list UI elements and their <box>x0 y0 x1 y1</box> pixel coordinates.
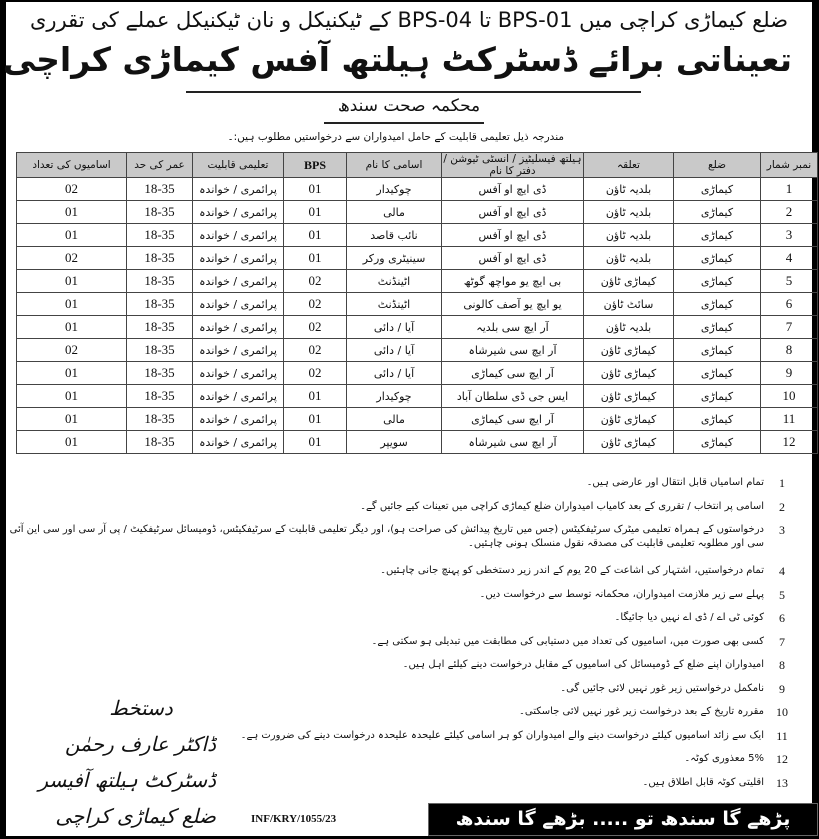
row-post: آیا / دائی <box>347 362 442 385</box>
row-count: 01 <box>17 362 127 385</box>
row-age: 18-35 <box>127 316 193 339</box>
row-bps: 02 <box>284 270 347 293</box>
row-qualification: پرائمری / خواندہ <box>193 247 284 270</box>
table-row <box>17 431 818 454</box>
col-age: عمر کی حد <box>127 153 193 178</box>
headline-recruitment: ضلع کیماڑی کراچی میں BPS-01 تا BPS-04 کے ٹیکنیکل و نان ٹیکنیکل عملے کی تقرری <box>29 8 789 32</box>
term-number: 13 <box>776 775 788 790</box>
signatory-designation: ڈسٹرکٹ ہیلتھ آفیسر <box>38 768 216 792</box>
row-facility: ڈی ایچ او آفس <box>442 178 584 201</box>
row-bps: 01 <box>284 224 347 247</box>
row-taluka: کیماڑی ٹاؤن <box>584 408 674 431</box>
row-district: کیماڑی <box>674 408 761 431</box>
row-qualification: پرائمری / خواندہ <box>193 293 284 316</box>
reference-number: INF/KRY/1055/23 <box>251 813 337 825</box>
row-count: 01 <box>17 316 127 339</box>
slogan-banner: پڑھے گا سندھ تو ..... بڑھے گا سندھ <box>428 803 818 836</box>
row-sno: 12 <box>761 431 818 454</box>
row-facility: ڈی ایچ او آفس <box>442 201 584 224</box>
term-text: 5% معذوری کوٹہ۔ <box>684 753 764 764</box>
headline-underline <box>186 91 641 93</box>
row-age: 18-35 <box>127 201 193 224</box>
row-facility: یو ایچ یو آصف کالونی <box>442 293 584 316</box>
row-age: 18-35 <box>127 270 193 293</box>
row-sno: 7 <box>761 316 818 339</box>
row-post: آیا / دائی <box>347 339 442 362</box>
row-count: 01 <box>17 385 127 408</box>
table-row <box>17 201 818 224</box>
table-row <box>17 316 818 339</box>
row-district: کیماڑی <box>674 201 761 224</box>
term-text: پہلے سے زیر ملازمت امیدواران، محکمانہ توسط سے درخواست دیں۔ <box>479 588 764 600</box>
col-district: ضلع <box>674 153 761 178</box>
table-row <box>17 385 818 408</box>
table-row <box>17 270 818 293</box>
term-text: تمام درخواستیں، اشتہار کی اشاعت کے 20 یوم کے اندر زیر دستخطی کو پہنچ جانی چاہئیں۔ <box>380 565 764 576</box>
term-number: 4 <box>779 564 785 578</box>
row-post: مالی <box>347 408 442 431</box>
row-district: کیماڑی <box>674 247 761 270</box>
department-underline <box>324 122 484 124</box>
signatory-office: ضلع کیماڑی کراچی <box>55 804 216 828</box>
row-bps: 01 <box>284 178 347 201</box>
row-age: 18-35 <box>127 247 193 270</box>
col-facility: ہیلتھ فیسلیٹیز / انسٹی ٹیوشن / دفتر کا نام <box>443 153 582 177</box>
row-bps: 02 <box>284 316 347 339</box>
term-text: مقررہ تاریخ کے بعد درخواست زیر غور نہیں لائی جاسکتی۔ <box>519 706 764 717</box>
term-number: 12 <box>776 752 788 766</box>
col-post: اسامی کا نام <box>347 153 442 178</box>
row-bps: 02 <box>284 339 347 362</box>
term-text: امیدواران اپنے ضلع کے ڈومیسائل کی اسامیوں کے مقابل درخواست دینے کیلئے اہل ہیں۔ <box>402 659 764 670</box>
term-number: 2 <box>779 499 785 514</box>
table-row <box>17 224 818 247</box>
term-number: 6 <box>779 611 785 625</box>
row-taluka: بلدیہ ٹاؤن <box>584 201 674 224</box>
row-count: 02 <box>17 178 127 201</box>
department-name: محکمہ صحت سندھ <box>337 96 481 116</box>
row-count: 01 <box>17 224 127 247</box>
row-taluka: کیماڑی ٹاؤن <box>584 385 674 408</box>
row-sno: 6 <box>761 293 818 316</box>
row-age: 18-35 <box>127 224 193 247</box>
row-facility: ڈی ایچ او آفس <box>442 247 584 270</box>
row-district: کیماڑی <box>674 431 761 454</box>
term-item <box>0 476 796 490</box>
row-post: آیا / دائی <box>347 316 442 339</box>
row-age: 18-35 <box>127 178 193 201</box>
row-taluka: بلدیہ ٹاؤن <box>584 224 674 247</box>
row-age: 18-35 <box>127 431 193 454</box>
term-text: نامکمل درخواستیں زیر غور نہیں لائی جائیں گی۔ <box>560 682 764 694</box>
row-facility: آر ایچ سی کیماڑی <box>442 408 584 431</box>
term-item <box>0 500 796 514</box>
row-post: اٹینڈنٹ <box>347 293 442 316</box>
row-qualification: پرائمری / خواندہ <box>193 316 284 339</box>
signatory-name: ڈاکٹر عارف رحمٰن <box>65 732 216 756</box>
row-post: چوکیدار <box>347 385 442 408</box>
row-taluka: بلدیہ ٹاؤن <box>584 247 674 270</box>
row-age: 18-35 <box>127 362 193 385</box>
row-bps: 01 <box>284 201 347 224</box>
term-number: 3 <box>779 523 785 537</box>
row-district: کیماڑی <box>674 385 761 408</box>
row-facility: آر ایچ سی شیرشاہ <box>442 339 584 362</box>
row-bps: 02 <box>284 293 347 316</box>
row-qualification: پرائمری / خواندہ <box>193 362 284 385</box>
row-count: 01 <box>17 201 127 224</box>
row-qualification: پرائمری / خواندہ <box>193 408 284 431</box>
row-sno: 11 <box>761 408 818 431</box>
row-sno: 8 <box>761 339 818 362</box>
table-row <box>17 362 818 385</box>
col-bps: BPS <box>284 153 347 178</box>
row-post: نائب قاصد <box>347 224 442 247</box>
col-sno: نمبر شمار <box>761 153 818 178</box>
term-text: اقلیتی کوٹہ قابل اطلاق ہیں۔ <box>642 776 764 788</box>
row-qualification: پرائمری / خواندہ <box>193 270 284 293</box>
row-facility: آر ایچ سی بلدیہ <box>442 316 584 339</box>
row-age: 18-35 <box>127 408 193 431</box>
term-text: تمام اسامیاں قابل انتقال اور عارضی ہیں۔ <box>586 477 764 488</box>
row-sno: 2 <box>761 201 818 224</box>
table-row <box>17 408 818 431</box>
term-text: ایک سے زائد اسامیوں کیلئے درخواست دینے والے امیدواران کو ہر اسامی کیلئے علیحدہ علیحدہ درخواست دینے کی ضرورت ہے۔ <box>240 729 764 741</box>
term-number: 9 <box>779 681 785 696</box>
row-post: سینیٹری ورکر <box>347 247 442 270</box>
term-item <box>0 611 796 625</box>
row-sno: 10 <box>761 385 818 408</box>
term-item <box>0 588 796 602</box>
row-age: 18-35 <box>127 339 193 362</box>
col-count: اسامیوں کی تعداد <box>17 153 127 178</box>
row-taluka: کیماڑی ٹاؤن <box>584 270 674 293</box>
row-taluka: کیماڑی ٹاؤن <box>584 339 674 362</box>
row-sno: 9 <box>761 362 818 385</box>
row-sno: 1 <box>761 178 818 201</box>
row-age: 18-35 <box>127 385 193 408</box>
row-facility: ڈی ایچ او آفس <box>442 224 584 247</box>
signature-block <box>38 690 216 834</box>
row-taluka: کیماڑی ٹاؤن <box>584 362 674 385</box>
row-qualification: پرائمری / خواندہ <box>193 339 284 362</box>
row-age: 18-35 <box>127 293 193 316</box>
row-qualification: پرائمری / خواندہ <box>193 385 284 408</box>
row-qualification: پرائمری / خواندہ <box>193 431 284 454</box>
table-row <box>17 339 818 362</box>
row-count: 02 <box>17 247 127 270</box>
signature-label: دستخط <box>109 696 173 720</box>
row-district: کیماڑی <box>674 224 761 247</box>
term-item <box>0 523 796 551</box>
term-number: 11 <box>776 728 788 743</box>
term-number: 1 <box>779 476 785 490</box>
row-sno: 5 <box>761 270 818 293</box>
term-text: اسامی پر انتخاب / تقرری کے بعد کامیاب امیدواران ضلع کیماڑی کراچی میں تعینات کیے جائیں گے۔ <box>360 500 764 512</box>
col-qualification: تعلیمی قابلیت <box>193 153 284 178</box>
row-count: 01 <box>17 431 127 454</box>
row-bps: 01 <box>284 431 347 454</box>
table-row <box>17 247 818 270</box>
table-row <box>17 293 818 316</box>
table-row <box>17 178 818 201</box>
row-post: مالی <box>347 201 442 224</box>
row-bps: 01 <box>284 247 347 270</box>
term-item <box>0 635 796 649</box>
term-text: کوئی ٹی اے / ڈی اے نہیں دیا جائیگا۔ <box>614 612 764 623</box>
row-qualification: پرائمری / خواندہ <box>193 178 284 201</box>
row-count: 01 <box>17 270 127 293</box>
term-item <box>0 658 796 672</box>
row-qualification: پرائمری / خواندہ <box>193 201 284 224</box>
row-district: کیماڑی <box>674 339 761 362</box>
row-bps: 01 <box>284 385 347 408</box>
row-facility: آر ایچ سی کیماڑی <box>442 362 584 385</box>
row-sno: 3 <box>761 224 818 247</box>
headline-posting: تعیناتی برائے ڈسٹرکٹ ہیلتھ آفس کیماڑی کراچی <box>2 40 792 79</box>
row-district: کیماڑی <box>674 316 761 339</box>
row-taluka: بلدیہ ٹاؤن <box>584 178 674 201</box>
row-count: 01 <box>17 408 127 431</box>
row-post: اٹینڈنٹ <box>347 270 442 293</box>
vacancies-table <box>16 152 818 454</box>
term-item <box>0 564 796 578</box>
row-post: چوکیدار <box>347 178 442 201</box>
term-text: کسی بھی صورت میں، اسامیوں کی تعداد میں دستیابی کی مطابقت میں تبدیلی ہو سکتی ہے۔ <box>371 635 764 647</box>
row-qualification: پرائمری / خواندہ <box>193 224 284 247</box>
table-header-row <box>17 153 818 178</box>
row-district: کیماڑی <box>674 362 761 385</box>
intro-text: مندرجہ ذیل تعلیمی قابلیت کے حامل امیدواران سے درخواستیں مطلوب ہیں:۔ <box>227 131 564 143</box>
term-number: 5 <box>779 587 785 602</box>
row-facility: بی ایچ یو مواچھ گوٹھ <box>442 270 584 293</box>
row-district: کیماڑی <box>674 270 761 293</box>
row-count: 02 <box>17 339 127 362</box>
row-post: سویپر <box>347 431 442 454</box>
row-taluka: سائٹ ٹاؤن <box>584 293 674 316</box>
row-district: کیماڑی <box>674 293 761 316</box>
row-district: کیماڑی <box>674 178 761 201</box>
row-count: 01 <box>17 293 127 316</box>
row-taluka: کیماڑی ٹاؤن <box>584 431 674 454</box>
term-text: درخواستوں کے ہمراہ تعلیمی میٹرک سرٹیفکیٹس (جس میں تاریخ پیدائش کی صراحت ہو)، اور دیگر تعلیمی قابلیت کے سرٹیفکیٹس، ڈومیسائل سرٹیفکیٹ / پی آر سی اور سی این آئی سی اور مطلوبہ تعلیمی قابلیت کی مصدقہ نقول منسلک ہونی چاہئیں۔ <box>9 524 764 549</box>
term-number: 8 <box>779 658 785 672</box>
row-taluka: بلدیہ ٹاؤن <box>584 316 674 339</box>
row-facility: ایس جی ڈی سلطان آباد <box>442 385 584 408</box>
row-sno: 4 <box>761 247 818 270</box>
row-bps: 01 <box>284 408 347 431</box>
row-bps: 02 <box>284 362 347 385</box>
row-facility: آر ایچ سی شیرشاہ <box>442 431 584 454</box>
term-number: 10 <box>776 705 788 719</box>
term-number: 7 <box>779 634 785 649</box>
col-taluka: تعلقہ <box>584 153 674 178</box>
